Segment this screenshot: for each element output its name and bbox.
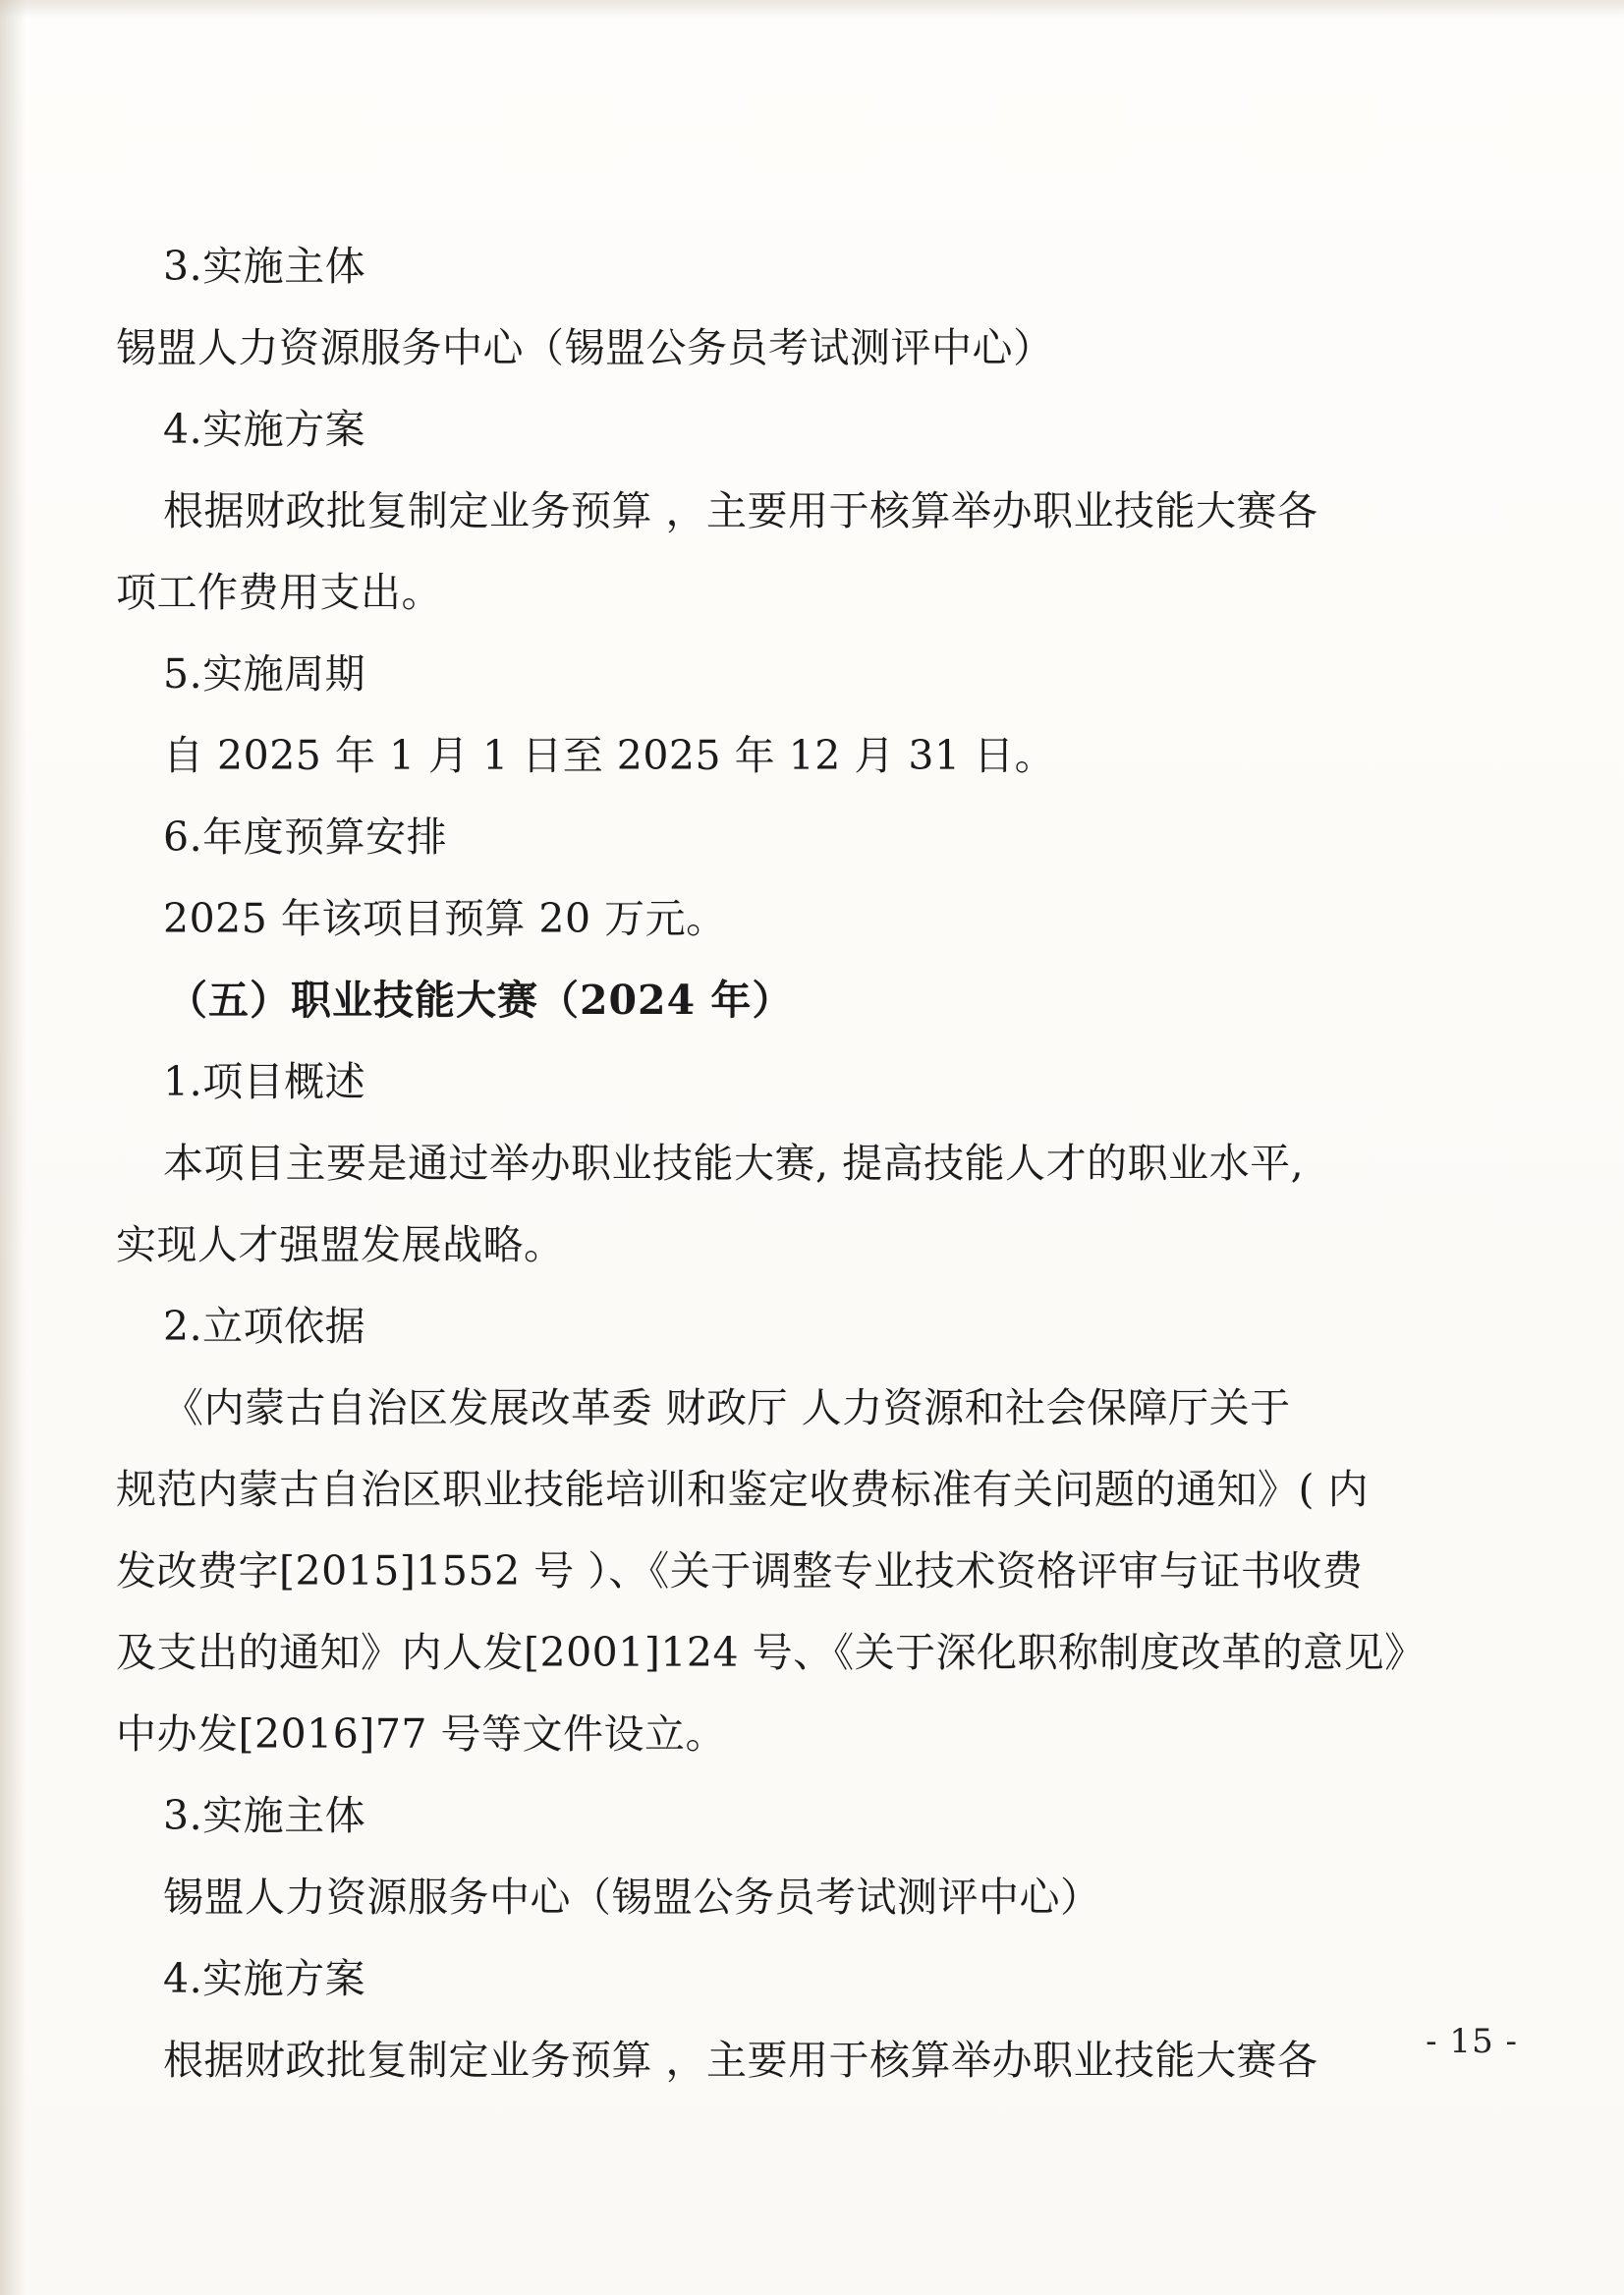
text-line: 3.实施主体 — [163, 1792, 366, 1839]
section-heading: （五）职业技能大赛（2024 年） — [167, 977, 794, 1024]
text-line: 4.实施方案 — [163, 406, 366, 453]
text-line: 1.项目概述 — [163, 1058, 366, 1105]
text-line: 本项目主要是通过举办职业技能大赛, 提高技能人才的职业水平, — [163, 1140, 1305, 1187]
text-line: 2.立项依据 — [163, 1303, 366, 1350]
text-line: 2025 年该项目预算 20 万元。 — [163, 895, 727, 942]
text-line: 根据财政批复制定业务预算 ，主要用于核算举办职业技能大赛各 — [163, 2037, 1318, 2084]
text-line: 4.实施方案 — [163, 1955, 366, 2002]
text-line: 中办发[2016]77 号等文件设立。 — [116, 1710, 727, 1758]
document-body — [116, 226, 1511, 2101]
scan-shadow-top — [0, 0, 1624, 18]
text-line: 及支出的通知》内人发[2001]124 号、《关于深化职称制度改革的意见》 — [116, 1629, 1426, 1676]
text-line: 项工作费用支出。 — [116, 569, 442, 616]
text-line: 5.实施周期 — [163, 650, 366, 698]
page-number: - 15 - — [1426, 2022, 1518, 2061]
text-line: 规范内蒙古自治区职业技能培训和鉴定收费标准有关问题的通知》( 内 — [116, 1466, 1370, 1513]
scan-shadow-left — [0, 0, 26, 2295]
text-line: 根据财政批复制定业务预算 ，主要用于核算举办职业技能大赛各 — [163, 487, 1318, 534]
text-line: 锡盟人力资源服务中心（锡盟公务员考试测评中心） — [116, 324, 1054, 371]
text-line: 3.实施主体 — [163, 243, 366, 290]
text-line: 锡盟人力资源服务中心（锡盟公务员考试测评中心） — [163, 1874, 1101, 1921]
text-line: 6.年度预算安排 — [163, 813, 448, 861]
text-line: 实现人才强盟发展战略。 — [116, 1221, 565, 1268]
text-line: 发改费字[2015]1552 号 ）、《关于调整专业技术资格评审与证书收费 — [116, 1547, 1364, 1595]
text-line: 自 2025 年 1 月 1 日至 2025 年 12 月 31 日。 — [163, 732, 1056, 779]
text-line: 《内蒙古自治区发展改革委 财政厅 人力资源和社会保障厅关于 — [163, 1384, 1291, 1431]
